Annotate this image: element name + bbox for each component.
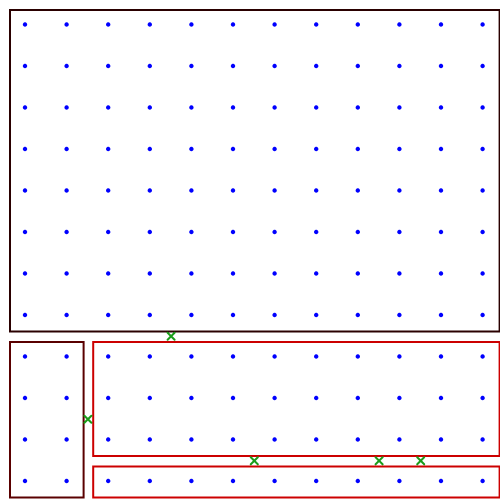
grid-dot xyxy=(23,64,27,68)
grid-dot xyxy=(106,22,110,26)
region-bottom-left xyxy=(10,342,84,498)
grid-dot xyxy=(23,147,27,151)
grid-dot xyxy=(397,105,401,109)
grid-dot xyxy=(356,313,360,317)
grid-dot xyxy=(480,479,484,483)
grid-dot xyxy=(439,64,443,68)
grid-dot xyxy=(23,396,27,400)
grid-dot xyxy=(64,22,68,26)
grid-dot xyxy=(397,479,401,483)
grid-dot xyxy=(397,22,401,26)
grid-dot xyxy=(272,230,276,234)
grid-dot xyxy=(480,313,484,317)
grid-dot xyxy=(439,230,443,234)
grid-dot xyxy=(356,271,360,275)
grid-dot xyxy=(64,479,68,483)
grid-dot xyxy=(480,271,484,275)
grid-dot xyxy=(356,354,360,358)
grid-dot xyxy=(356,479,360,483)
grid-dot xyxy=(106,479,110,483)
grid-dot xyxy=(231,354,235,358)
grid-dot xyxy=(314,396,318,400)
grid-dot xyxy=(106,396,110,400)
grid-dot xyxy=(356,396,360,400)
grid-dot xyxy=(23,105,27,109)
grid-dot xyxy=(64,313,68,317)
marker-lower-boundary-1 xyxy=(251,457,258,464)
grid-dot xyxy=(314,147,318,151)
marker-lower-boundary-2 xyxy=(376,457,383,464)
grid-dot xyxy=(314,313,318,317)
grid-dot xyxy=(189,105,193,109)
grid-dot xyxy=(314,230,318,234)
grid-dot xyxy=(148,271,152,275)
grid-dot xyxy=(106,271,110,275)
grid-dot xyxy=(64,188,68,192)
grid-dot xyxy=(189,188,193,192)
marker-left-boundary xyxy=(84,416,91,423)
grid-dot xyxy=(356,105,360,109)
grid-dot xyxy=(272,271,276,275)
region-bottom-right-upper xyxy=(93,342,499,456)
grid-dot xyxy=(23,188,27,192)
grid-dot xyxy=(189,147,193,151)
grid-dot xyxy=(356,64,360,68)
grid-dot xyxy=(272,354,276,358)
grid-dot xyxy=(189,22,193,26)
grid-dot xyxy=(64,105,68,109)
grid-dot xyxy=(397,396,401,400)
grid-dot xyxy=(272,479,276,483)
grid-dot xyxy=(189,271,193,275)
grid-dot xyxy=(314,188,318,192)
grid-dot xyxy=(356,22,360,26)
grid-dot xyxy=(231,313,235,317)
grid-dot xyxy=(356,188,360,192)
grid-dot xyxy=(397,188,401,192)
grid-dot xyxy=(314,105,318,109)
regions-layer xyxy=(10,10,500,498)
grid-dot xyxy=(397,64,401,68)
grid-dot xyxy=(356,437,360,441)
grid-dot xyxy=(106,230,110,234)
grid-dot xyxy=(272,64,276,68)
grid-dot xyxy=(148,437,152,441)
grid-dot xyxy=(106,147,110,151)
grid-dot xyxy=(23,437,27,441)
grid-dot xyxy=(106,354,110,358)
grid-dot xyxy=(64,437,68,441)
grid-dot xyxy=(231,396,235,400)
grid-dot xyxy=(189,437,193,441)
grid-dot xyxy=(64,147,68,151)
grid-dot xyxy=(480,354,484,358)
grid-dot xyxy=(480,64,484,68)
grid-dot xyxy=(439,22,443,26)
grid-dot xyxy=(397,147,401,151)
grid-dot xyxy=(231,64,235,68)
grid-dot xyxy=(439,313,443,317)
grid-dot xyxy=(148,105,152,109)
grid-dot xyxy=(272,105,276,109)
grid-dot xyxy=(231,105,235,109)
region-top xyxy=(10,10,500,332)
grid-dot xyxy=(23,313,27,317)
grid-dot xyxy=(23,354,27,358)
grid-dot xyxy=(272,437,276,441)
grid-dot xyxy=(314,354,318,358)
grid-dot xyxy=(231,479,235,483)
grid-dot xyxy=(439,147,443,151)
grid-dot xyxy=(106,64,110,68)
grid-dot xyxy=(231,188,235,192)
grid-dot xyxy=(272,22,276,26)
grid-dot xyxy=(480,105,484,109)
grid-dot xyxy=(189,230,193,234)
grid-dot xyxy=(439,437,443,441)
grid-dot xyxy=(106,313,110,317)
grid-dot xyxy=(439,396,443,400)
grid-dot xyxy=(189,396,193,400)
grid-dot xyxy=(23,22,27,26)
markers-layer xyxy=(84,333,424,465)
marker-top-boundary xyxy=(168,333,175,340)
grid-dot xyxy=(314,22,318,26)
grid-dot xyxy=(272,396,276,400)
grid-dot xyxy=(189,64,193,68)
grid-dot xyxy=(480,22,484,26)
grid-dot xyxy=(106,188,110,192)
grid-dot xyxy=(189,354,193,358)
grid-dot xyxy=(272,147,276,151)
grid-dot xyxy=(64,354,68,358)
grid-dot xyxy=(106,437,110,441)
grid-dot xyxy=(64,230,68,234)
grid-dot xyxy=(148,22,152,26)
grid-dot xyxy=(23,271,27,275)
grid-dot xyxy=(314,437,318,441)
grid-dot xyxy=(148,396,152,400)
grid-dot xyxy=(439,105,443,109)
grid-dot xyxy=(356,230,360,234)
grid-dot xyxy=(439,479,443,483)
grid-dot xyxy=(231,22,235,26)
grid-dot xyxy=(148,313,152,317)
grid-dot xyxy=(314,64,318,68)
grid-dot xyxy=(314,479,318,483)
grid-dot xyxy=(480,230,484,234)
grid-dot xyxy=(439,188,443,192)
grid-dot xyxy=(189,479,193,483)
grid-dot xyxy=(231,437,235,441)
grid-dot xyxy=(148,354,152,358)
marker-lower-boundary-3 xyxy=(417,457,424,464)
grid-dot xyxy=(231,271,235,275)
grid-dot xyxy=(231,147,235,151)
grid-dot xyxy=(397,271,401,275)
grid-dot xyxy=(480,396,484,400)
grid-dot xyxy=(23,479,27,483)
grid-dot xyxy=(189,313,193,317)
grid-dot xyxy=(106,105,110,109)
grid-dot xyxy=(148,64,152,68)
grid-dot xyxy=(480,147,484,151)
grid-dot xyxy=(356,147,360,151)
grid-dot xyxy=(148,479,152,483)
grid-dot xyxy=(439,354,443,358)
grid-dot xyxy=(397,437,401,441)
grid-dot xyxy=(314,271,318,275)
grid-dot xyxy=(439,271,443,275)
region-bottom-right-lower xyxy=(93,467,499,498)
grid-dot xyxy=(64,64,68,68)
grid-dot xyxy=(64,271,68,275)
dots-layer xyxy=(23,22,485,483)
grid-dot xyxy=(397,313,401,317)
grid-dot xyxy=(148,188,152,192)
grid-dot xyxy=(397,354,401,358)
grid-dot xyxy=(23,230,27,234)
grid-dot xyxy=(148,230,152,234)
grid-dot xyxy=(272,313,276,317)
grid-dot xyxy=(231,230,235,234)
grid-dot xyxy=(64,396,68,400)
grid-dot xyxy=(480,188,484,192)
grid-dot xyxy=(148,147,152,151)
grid-dot xyxy=(397,230,401,234)
grid-dot xyxy=(272,188,276,192)
grid-dot xyxy=(480,437,484,441)
